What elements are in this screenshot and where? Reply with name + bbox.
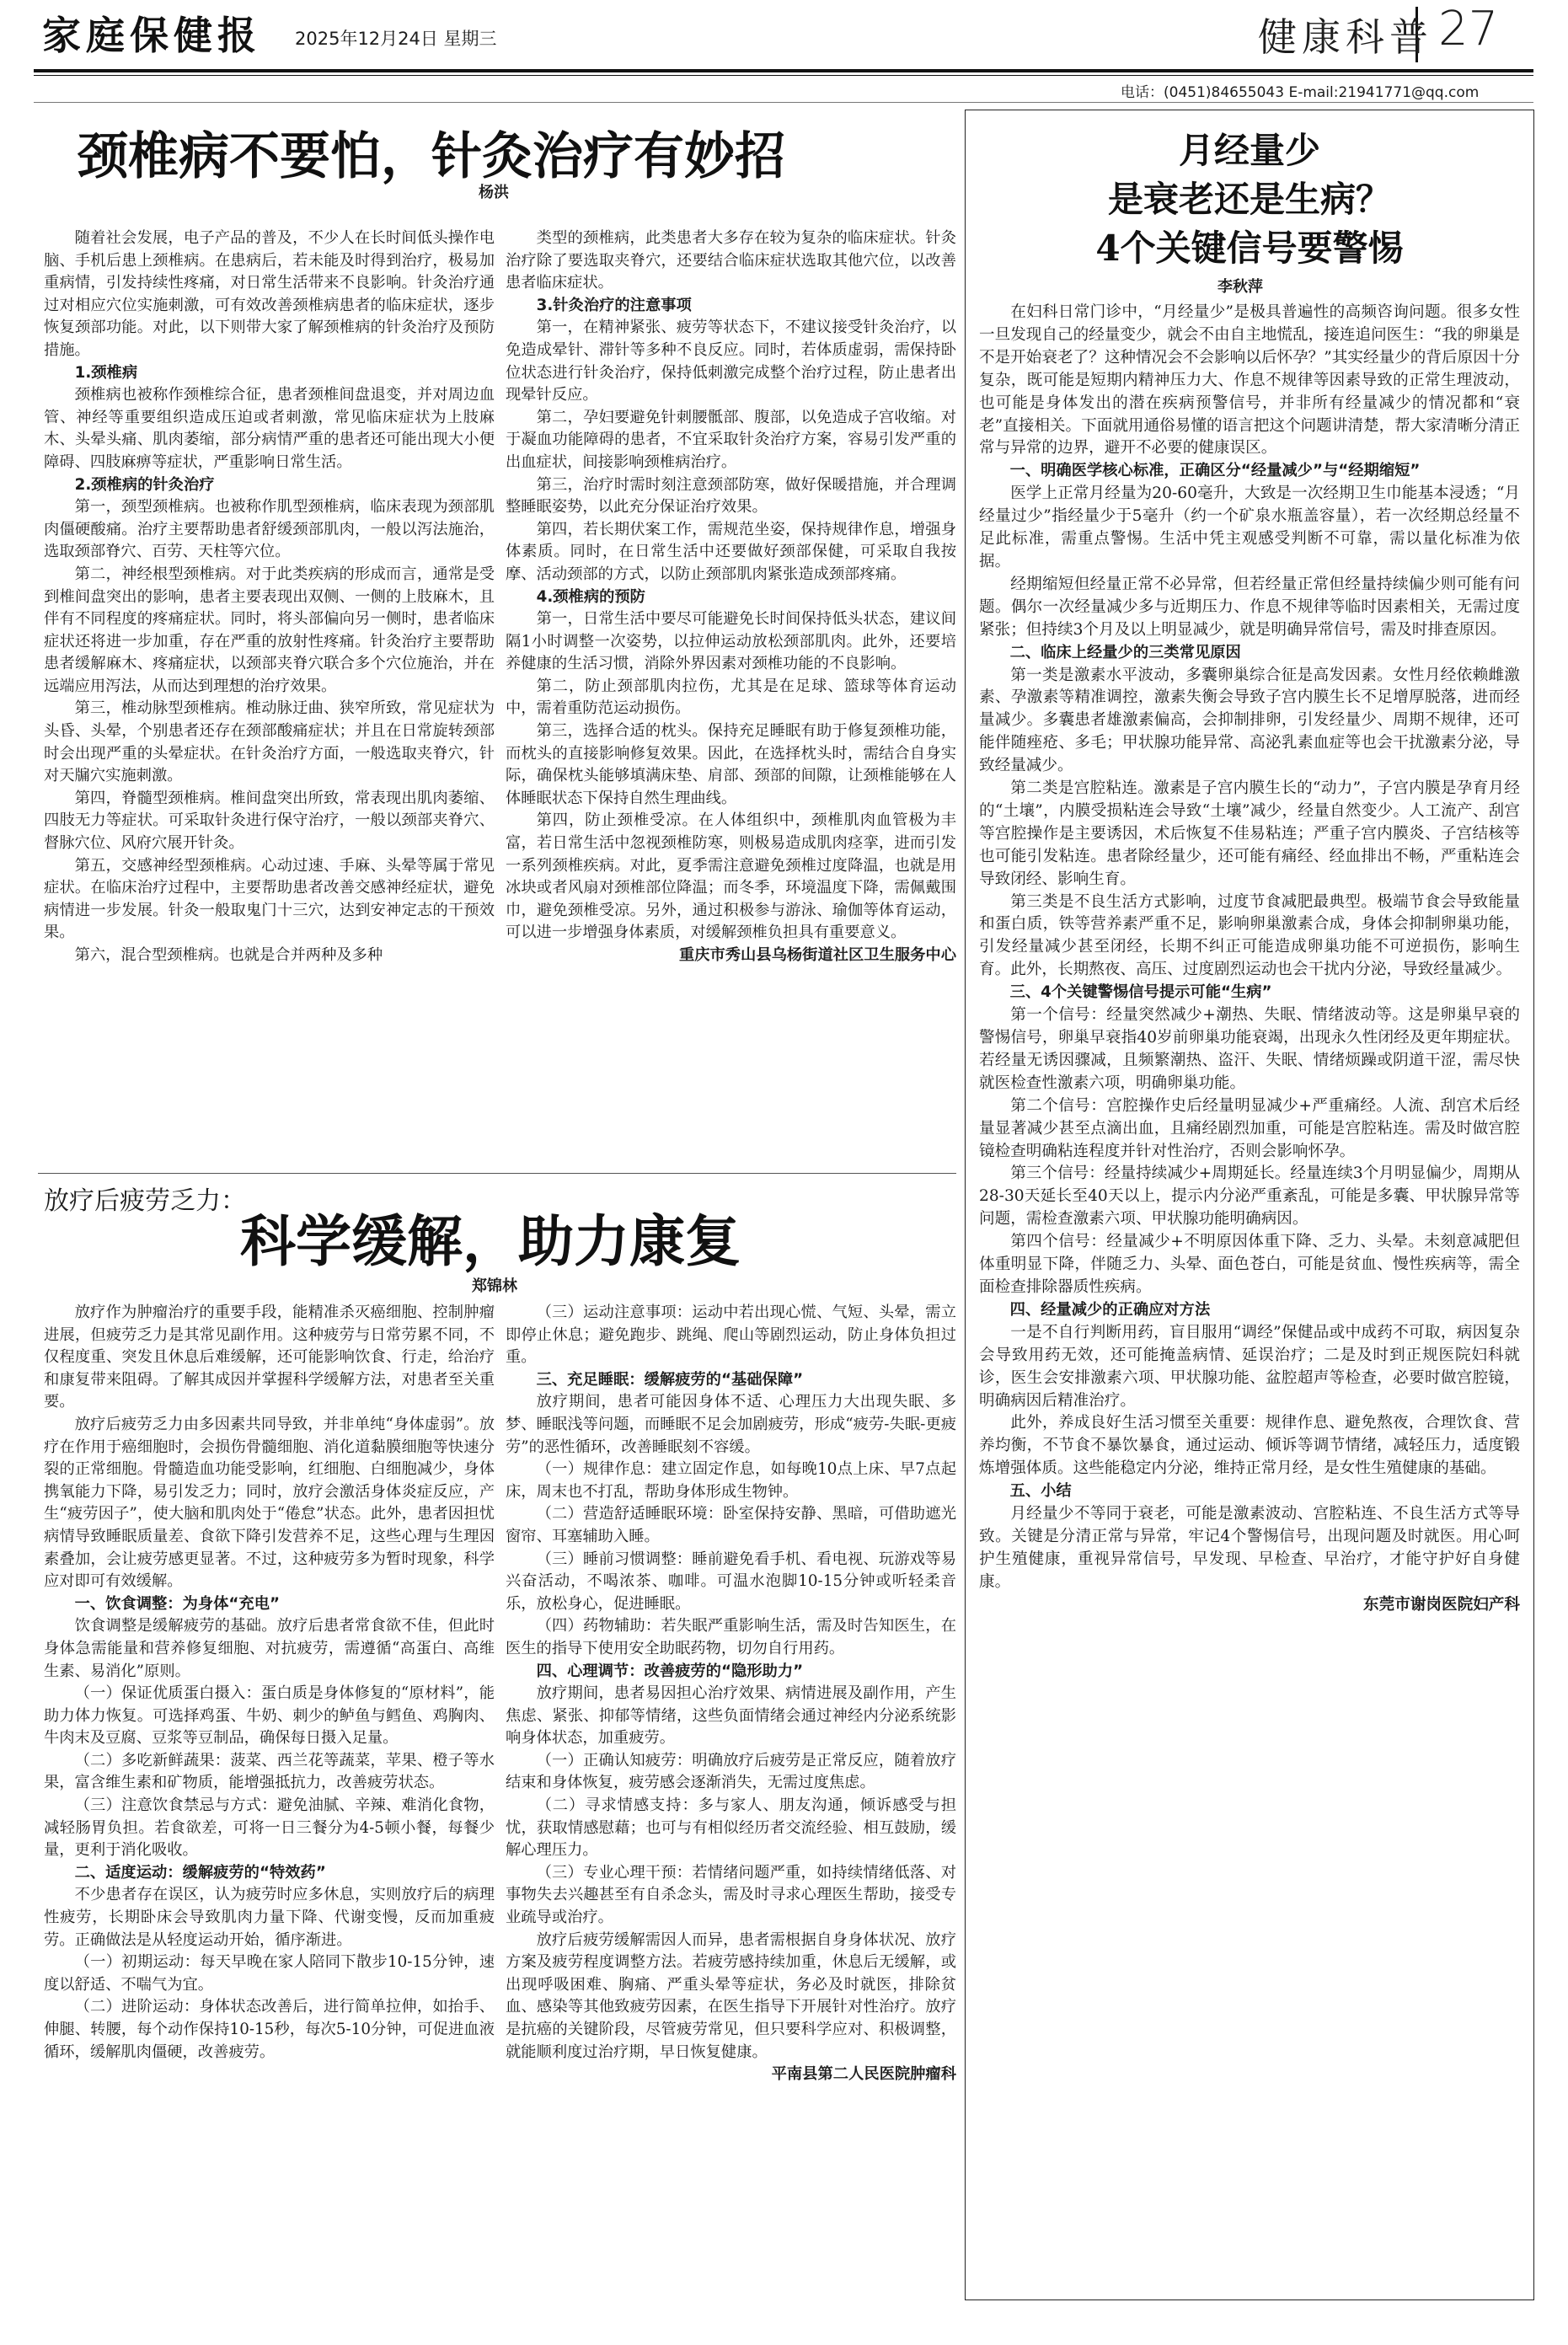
section-heading: 四、经量减少的正确应对方法 bbox=[1009, 1300, 1211, 1319]
paragraph: （二）寻求情感支持：多与家人、朋友沟通，倾诉感受与担忧，获取情感慰藉；也可与有相似经历者交流经验、相互鼓励，缓解心理压力。 bbox=[506, 1796, 956, 1860]
article2-kicker: 放疗后疲劳乏力： bbox=[44, 1186, 246, 1216]
article1-column-2 bbox=[506, 228, 956, 1163]
page-number: 27 bbox=[1438, 2, 1499, 56]
paragraph: 第一，日常生活中要尽可能避免长时间保持低头状态，建议间隔1小时调整一次姿势，以拉伸运动放松颈部肌肉。此外，还要培养健康的生活习惯，消除外界因素对颈椎功能的不良影响。 bbox=[506, 610, 956, 673]
section-heading: 三、充足睡眠：缓解疲劳的“基础保障” bbox=[536, 1370, 804, 1389]
paragraph: 放疗作为肿瘤治疗的重要手段，能精准杀灭癌细胞、控制肿瘤进展，但疲劳乏力是其常见副作用。这种疲劳与日常劳累不同，不仅程度重、突发且休息后难缓解，还可能影响饮食、行走，给治疗和康复带来阻碍。了解其成因并掌握科学缓解方法，对患者至关重要。 bbox=[44, 1304, 495, 1411]
article3-title-line-3: 4个关键信号要警惕 bbox=[1095, 228, 1404, 269]
paragraph: 此外，养成良好生活习惯至关重要：规律作息、避免熬夜，合理饮食、营养均衡，不节食不暴饮暴食，通过运动、倾诉等调节情绪，减轻压力，适度锻炼增强体质。这些能稳定内分泌，维持正常月经，是女性生殖健康的基础。 bbox=[979, 1414, 1520, 1478]
paragraph: （一）初期运动：每天早晚在家人陪同下散步10-15分钟，速度以舒适、不喘气为宜。 bbox=[44, 1953, 495, 1994]
paragraph: （一）保证优质蛋白摄入：蛋白质是身体修复的“原材料”，能助力体力恢复。可选择鸡蛋、牛奶、刺少的鲈鱼与鳕鱼、鸡胸肉、牛肉末及豆腐、豆浆等豆制品，确保每日摄入足量。 bbox=[44, 1684, 495, 1748]
article3-body bbox=[979, 302, 1520, 2292]
section-heading: 二、适度运动：缓解疲劳的“特效药” bbox=[74, 1863, 326, 1882]
article3-title-line-2: 是衰老还是生病？ bbox=[1107, 179, 1391, 220]
article-divider bbox=[38, 1173, 956, 1174]
paragraph: （三）专业心理干预：若情绪问题严重，如持续情绪低落、对事物失去兴趣甚至有自杀念头，需及时寻求心理医生帮助，接受专业疏导或治疗。 bbox=[506, 1863, 956, 1927]
section-heading: 一、明确医学核心标准，正确区分“经量减少”与“经期缩短” bbox=[1009, 462, 1421, 480]
paragraph: （二）进阶运动：身体状态改善后，进行简单拉伸，如抬手、伸腿、转腰，每个动作保持10-15秒，每次5-10分钟，可促进血液循环，缓解肌肉僵硬，改善疲劳。 bbox=[44, 1998, 495, 2061]
paragraph: 第三，治疗时需时刻注意颈部防寒，做好保暖措施，并合理调整睡眠姿势，以此充分保证治疗效果。 bbox=[506, 475, 956, 517]
paragraph: 随着社会发展，电子产品的普及，不少人在长时间低头操作电脑、手机后患上颈椎病。在患病后，若未能及时得到治疗，极易加重病情，引发持续性疼痛，对日常生活带来不良影响。针灸治疗通过对相应穴位实施刺激，可有效改善颈椎病患者的临床症状，逐步恢复颈部功能。对此，以下则带大家了解颈椎病的针灸治疗及预防措施。 bbox=[44, 229, 495, 359]
paragraph: 在妇科日常门诊中，“月经量少”是极具普遍性的高频咨询问题。很多女性一旦发现自己的经量变少，就会不由自主地慌乱，接连追问医生：“我的卵巢是不是开始衰老了？这种情况会不会影响以后怀孕？”其实经量少的背后原因十分复杂，既可能是短期内精神压力大、作息不规律等因素导致的正常生理波动，也可能是身体发出的潜在疾病预警信号，并非所有经量减少的情况都和“衰老”直接相关。下面就用通俗易懂的语言把这个问题讲清楚，帮大家清晰分清正常与异常的边界，避开不必要的健康误区。 bbox=[979, 303, 1520, 458]
paragraph: 第六，混合型颈椎病。也就是合并两种及多种 bbox=[74, 946, 383, 964]
article1-title: 颈椎病不要怕，针灸治疗有妙招 bbox=[78, 127, 785, 186]
paragraph: 第三，选择合适的枕头。保持充足睡眠有助于修复颈椎功能，而枕头的直接影响修复效果。因此，在选择枕头时，需结合自身实际，确保枕头能够填满床垫、肩部、颈部的间隙，让颈椎能够在人体睡眠状态下保持自然生理曲线。 bbox=[506, 722, 956, 807]
article3-title bbox=[965, 126, 1534, 273]
article1-author: 杨洪 bbox=[479, 184, 509, 201]
paragraph: 放疗后疲劳乏力由多因素共同导致，并非单纯“身体虚弱”。放疗在作用于癌细胞时，会损伤骨髓细胞、消化道黏膜细胞等快速分裂的正常细胞。骨髓造血功能受影响，红细胞、白细胞减少，身体携氧能力下降，易引发乏力；同时，放疗会激活身体炎症反应，产生“疲劳因子”，使大脑和肌肉处于“倦怠”状态。此外，患者因担忧病情导致睡眠质量差、食欲下降引发营养不足，这些心理与生理因素叠加，会让疲劳感更显著。不过，这种疲劳多为暂时现象，科学应对即可有效缓解。 bbox=[44, 1415, 495, 1591]
section-heading: 五、小结 bbox=[1009, 1482, 1072, 1501]
section-heading: 2.颈椎病的针灸治疗 bbox=[74, 475, 215, 494]
paragraph: 第一个信号：经量突然减少+潮热、失眠、情绪波动等。这是卵巢早衰的警惕信号，卵巢早衰指40岁前卵巢功能衰竭，出现永久性闭经及更年期症状。若经量无诱因骤减，且频繁潮热、盗汗、失眠、情绪烦躁或阴道干涩，需尽快就医检查性激素六项，明确卵巢功能。 bbox=[979, 1006, 1520, 1092]
paragraph: （三）睡前习惯调整：睡前避免看手机、看电视、玩游戏等易兴奋活动，不喝浓茶、咖啡。可温水泡脚10-15分钟或听轻柔音乐，放松身心，促进睡眠。 bbox=[506, 1550, 956, 1613]
article3-title-line-1: 月经量少 bbox=[1178, 130, 1320, 171]
paragraph: 第一，颈型颈椎病。也被称作肌型颈椎病，临床表现为颈部肌肉僵硬酸痛。治疗主要帮助患者舒缓颈部肌肉，一般以泻法施治，选取颈部脊穴、百劳、天柱等穴位。 bbox=[44, 498, 495, 561]
paragraph: 类型的颈椎病，此类患者大多存在较为复杂的临床症状。针灸治疗除了要选取夹脊穴，还要结合临床症状选取其他穴位，以改善患者临床症状。 bbox=[506, 229, 956, 292]
paragraph: （一）规律作息：建立固定作息，如每晚10点上床、早7点起床，周末也不打乱，帮助身体形成生物钟。 bbox=[506, 1460, 956, 1501]
author-institution: 平南县第二人民医院肿瘤科 bbox=[771, 2065, 956, 2084]
section-heading: 3.针灸治疗的注意事项 bbox=[536, 296, 692, 314]
paragraph: 第二类是宫腔粘连。激素是子宫内膜生长的“动力”，子宫内膜是孕育月经的“土壤”，内膜受损粘连会导致“土壤”减少，经量自然变少。人工流产、刮宫等宫腔操作是主要诱因，术后恢复不佳易粘连；严重子宫内膜炎、子宫结核等也可能引发粘连。患者除经量少，还可能有痛经、经血排出不畅，严重粘连会导致闭经、影响生育。 bbox=[979, 779, 1520, 888]
paragraph: 第四，防止颈椎受凉。在人体组织中，颈椎肌肉血管极为丰富，若日常生活中忽视颈椎防寒，则极易造成肌肉痉挛，进而引发一系列颈椎疾病。对此，夏季需注意避免颈椎过度降温，也就是用冰块或者风扇对颈椎部位降温；而冬季，环境温度下降，需佩戴围巾，避免颈椎受凉。另外，通过积极参与游泳、瑜伽等体育运动，可以进一步增强身体素质，对缓解颈椎负担具有重要意义。 bbox=[506, 811, 956, 942]
paragraph: 医学上正常月经量为20-60毫升，大致是一次经期卫生巾能基本浸透；“月经量过少”指经量少于5毫升（约一个矿泉水瓶盖容量），若一次经期总经量不足此标准，需重点警惕。生活中凭主观感受判断不可靠，需以量化标准为依据。 bbox=[979, 485, 1520, 570]
article2-author: 郑锦林 bbox=[472, 1277, 517, 1295]
section-heading: 4.颈椎病的预防 bbox=[536, 587, 645, 606]
paragraph: 一是不自行判断用药，盲目服用“调经”保健品或中成药不可取，病因复杂会导致用药无效，还可能掩盖病情、延误治疗；二是及时到正规医院妇科就诊，医生会安排激素六项、甲状腺功能、盆腔超声等检查，必要时做宫腔镜，明确病因后精准治疗。 bbox=[979, 1323, 1520, 1410]
paragraph: 第二，神经根型颈椎病。对于此类疾病的形成而言，通常是受到椎间盘突出的影响，患者主要表现出双侧、一侧的上肢麻木，且伴有不同程度的疼痛症状。同时，将头部偏向另一侧时，患者临床症状还将进一步加重，存在严重的放射性疼痛。针灸治疗主要帮助患者缓解麻木、疼痛症状，以颈部夹脊穴联合多个穴位施治，并在远端应用泻法，从而达到理想的治疗效果。 bbox=[44, 565, 495, 695]
paragraph: 第四，若长期伏案工作，需规范坐姿，保持规律作息，增强身体素质。同时，在日常生活中还要做好颈部保健，可采取自我按摩、活动颈部的方式，以防止颈部肌肉紧张造成颈部疼痛。 bbox=[506, 520, 956, 583]
article2-column-1 bbox=[44, 1302, 495, 2305]
section-heading: 1.颈椎病 bbox=[74, 363, 138, 382]
header-rule bbox=[34, 69, 1533, 72]
paragraph: 放疗后疲劳缓解需因人而异，患者需根据自身身体状况、放疗方案及疲劳程度调整方法。若疲劳感持续加重，休息后无缓解，或出现呼吸困难、胸痛、严重头晕等症状，务必及时就医，排除贫血、感染等其他致疲劳因素，在医生指导下开展针对性治疗。放疗是抗癌的关键阶段，尽管疲劳常见，但只要科学应对、积极调整，就能顺利度过治疗期，早日恢复健康。 bbox=[506, 1930, 956, 2061]
paragraph: 月经量少不等同于衰老，可能是激素波动、宫腔粘连、不良生活方式等导致。关键是分清正常与异常，牢记4个警惕信号，出现问题及时就医。用心呵护生殖健康，重视异常信号，早发现、早检查、早治疗，才能守护好自身健康。 bbox=[979, 1505, 1520, 1591]
paragraph: 不少患者存在误区，认为疲劳时应多休息，实则放疗后的病理性疲劳，长期卧床会导致肌肉力量下降、代谢变慢，反而加重疲劳。正确做法是从轻度运动开始，循序渐进。 bbox=[44, 1886, 495, 1949]
newspaper-name: 家庭保健报 bbox=[42, 13, 261, 58]
paragraph: 饮食调整是缓解疲劳的基础。放疗后患者常食欲不佳，但此时身体急需能量和营养修复细胞、对抗疲劳，需遵循“高蛋白、高维生素、易消化”原则。 bbox=[44, 1617, 495, 1680]
paragraph: 第五，交感神经型颈椎病。心动过速、手麻、头晕等属于常见症状。在临床治疗过程中，主要帮助患者改善交感神经症状，避免病情进一步发展。针灸一般取鬼门十三穴，达到安神定志的干预效果。 bbox=[44, 856, 495, 942]
section-heading: 二、临床上经量少的三类常见原因 bbox=[1009, 643, 1241, 661]
article3-author: 李秋萍 bbox=[1217, 278, 1263, 296]
section-heading: 一、饮食调整：为身体“充电” bbox=[74, 1594, 280, 1613]
paragraph: 第二个信号：宫腔操作史后经量明显减少+严重痛经。人流、刮宫术后经量显著减少甚至点滴出血，且痛经剧烈加重，可能是宫腔粘连。需及时做宫腔镜检查明确粘连程度并针对性治疗，否则会影响怀孕。 bbox=[979, 1096, 1520, 1160]
contact-line: 电话：(0451)84655043 E-mail:21941771@qq.com bbox=[1121, 84, 1480, 101]
paragraph: （二）多吃新鲜蔬果：菠菜、西兰花等蔬菜，苹果、橙子等水果，富含维生素和矿物质，能增强抵抗力，改善疲劳状态。 bbox=[44, 1751, 495, 1792]
section-heading: 四、心理调节：改善疲劳的“隐形助力” bbox=[536, 1662, 804, 1680]
paragraph: 第三类是不良生活方式影响，过度节食减肥最典型。极端节食会导致能量和蛋白质，铁等营养素严重不足，影响卵巢激素合成，身体会抑制卵巢功能，引发经量减少甚至闭经，长期不纠正可能造成卵巢功能不可逆损伤，影响生育。此外，长期熬夜、高压、过度剧烈运动也会干扰内分泌，导致经量减少。 bbox=[979, 892, 1520, 979]
paragraph: （二）营造舒适睡眠环境：卧室保持安静、黑暗，可借助遮光窗帘、耳塞辅助入睡。 bbox=[506, 1505, 956, 1545]
article2-title: 科学缓解，助力康复 bbox=[240, 1208, 741, 1274]
paragraph: 第四，脊髓型颈椎病。椎间盘突出所致，常表现出肌肉萎缩、四肢无力等症状。可采取针灸进行保守治疗，一般以颈部夹脊穴、督脉穴位、风府穴展开针灸。 bbox=[44, 789, 495, 853]
issue-date: 2025年12月24日 星期三 bbox=[295, 29, 497, 49]
paragraph: （一）正确认知疲劳：明确放疗后疲劳是正常反应，随着放疗结束和身体恢复，疲劳感会逐渐消失，无需过度焦虑。 bbox=[506, 1751, 956, 1792]
contact-rule bbox=[34, 102, 1533, 103]
author-institution: 重庆市秀山县乌杨街道社区卫生服务中心 bbox=[678, 946, 956, 964]
paragraph: （四）药物辅助：若失眠严重影响生活，需及时告知医生，在医生的指导下使用安全助眠药物，切勿自行用药。 bbox=[506, 1617, 956, 1657]
article1-column-1 bbox=[44, 228, 495, 1112]
paragraph: 颈椎病也被称作颈椎综合征，患者颈椎间盘退变，并对周边血管、神经等重要组织造成压迫或者刺激，常见临床症状为上肢麻木、头晕头痛、肌肉萎缩，部分病情严重的患者还可能出现大小便障碍、四肢麻痹等症状，严重影响日常生活。 bbox=[44, 386, 495, 471]
paragraph: 放疗期间，患者可能因身体不适、心理压力大出现失眠、多梦、睡眠浅等问题，而睡眠不足会加剧疲劳，形成“疲劳-失眠-更疲劳”的恶性循环，改善睡眠刻不容缓。 bbox=[506, 1393, 956, 1456]
paragraph: 第四个信号：经量减少+不明原因体重下降、乏力、头晕。未刻意减肥但体重明显下降，伴随乏力、头晕、面色苍白，可能是贫血、慢性疾病等，需全面检查排除器质性疾病。 bbox=[979, 1233, 1520, 1296]
paragraph: （三）注意饮食禁忌与方式：避免油腻、辛辣、难消化食物，减轻肠胃负担。若食欲差，可将一日三餐分为4-5顿小餐，每餐少量，更利于消化吸收。 bbox=[44, 1796, 495, 1860]
author-institution: 东莞市谢岗医院妇产科 bbox=[1363, 1595, 1520, 1614]
paragraph: 第一类是激素水平波动，多囊卵巢综合征是高发因素。女性月经依赖雌激素、孕激素等精准调控，激素失衡会导致子宫内膜生长不足增厚脱落，进而经量减少。多囊患者雄激素偏高，会抑制排卵，引发经量少、周期不规律，还可能伴随痤疮、多毛；甲状腺功能异常、高泌乳素血症等也会干扰激素分泌，导致经量减少。 bbox=[979, 666, 1520, 775]
paragraph: 第一，在精神紧张、疲劳等状态下，不建议接受针灸治疗，以免造成晕针、滞针等多种不良反应。同时，若体质虚弱，需保持卧位状态进行针灸治疗，保持低刺激完成整个治疗过程，防止患者出现晕针反应。 bbox=[506, 319, 956, 404]
paragraph: 经期缩短但经量正常不必异常，但若经量正常但经量持续偏少则可能有问题。偶尔一次经量减少多与近期压力、作息不规律等临时因素相关，无需过度紧张；但持续3个月及以上明显减少，就是明确异常信号，需及时排查原因。 bbox=[979, 575, 1520, 639]
section-title: 健康科普 bbox=[1258, 14, 1433, 60]
paragraph: 第三个信号：经量持续减少+周期延长。经量连续3个月明显偏少，周期从28-30天延长至40天以上，提示内分泌严重紊乱，可能是多囊、甲状腺异常等问题，需检查激素六项、甲状腺功能明确病因。 bbox=[979, 1164, 1520, 1229]
section-heading: 三、4个关键警惕信号提示可能“生病” bbox=[1009, 983, 1272, 1002]
paragraph: 第三，椎动脉型颈椎病。椎动脉迂曲、狭窄所致，常见症状为头昏、头晕，个别患者还存在颈部酸痛症状；并且在日常旋转颈部时会出现严重的头晕症状。在针灸治疗方面，一般选取夹脊穴，针对天牖穴实施刺激。 bbox=[44, 699, 495, 785]
article2-column-2 bbox=[506, 1302, 956, 2305]
header-rule-thin bbox=[34, 75, 1533, 76]
paragraph: 第二，孕妇要避免针刺腰骶部、腹部，以免造成子宫收缩。对于凝血功能障碍的患者，不宜采取针灸治疗方案，容易引发严重的出血症状，间接影响颈椎病治疗。 bbox=[506, 408, 956, 471]
paragraph: 第二，防止颈部肌肉拉伤，尤其是在足球、篮球等体育运动中，需着重防范运动损伤。 bbox=[506, 677, 956, 718]
paragraph: 放疗期间，患者易因担心治疗效果、病情进展及副作用，产生焦虑、紧张、抑郁等情绪，这些负面情绪会通过神经内分泌系统影响身体状态，加重疲劳。 bbox=[506, 1684, 956, 1748]
paragraph: （三）运动注意事项：运动中若出现心慌、气短、头晕，需立即停止休息；避免跑步、跳绳、爬山等剧烈运动，防止身体负担过重。 bbox=[506, 1304, 956, 1367]
